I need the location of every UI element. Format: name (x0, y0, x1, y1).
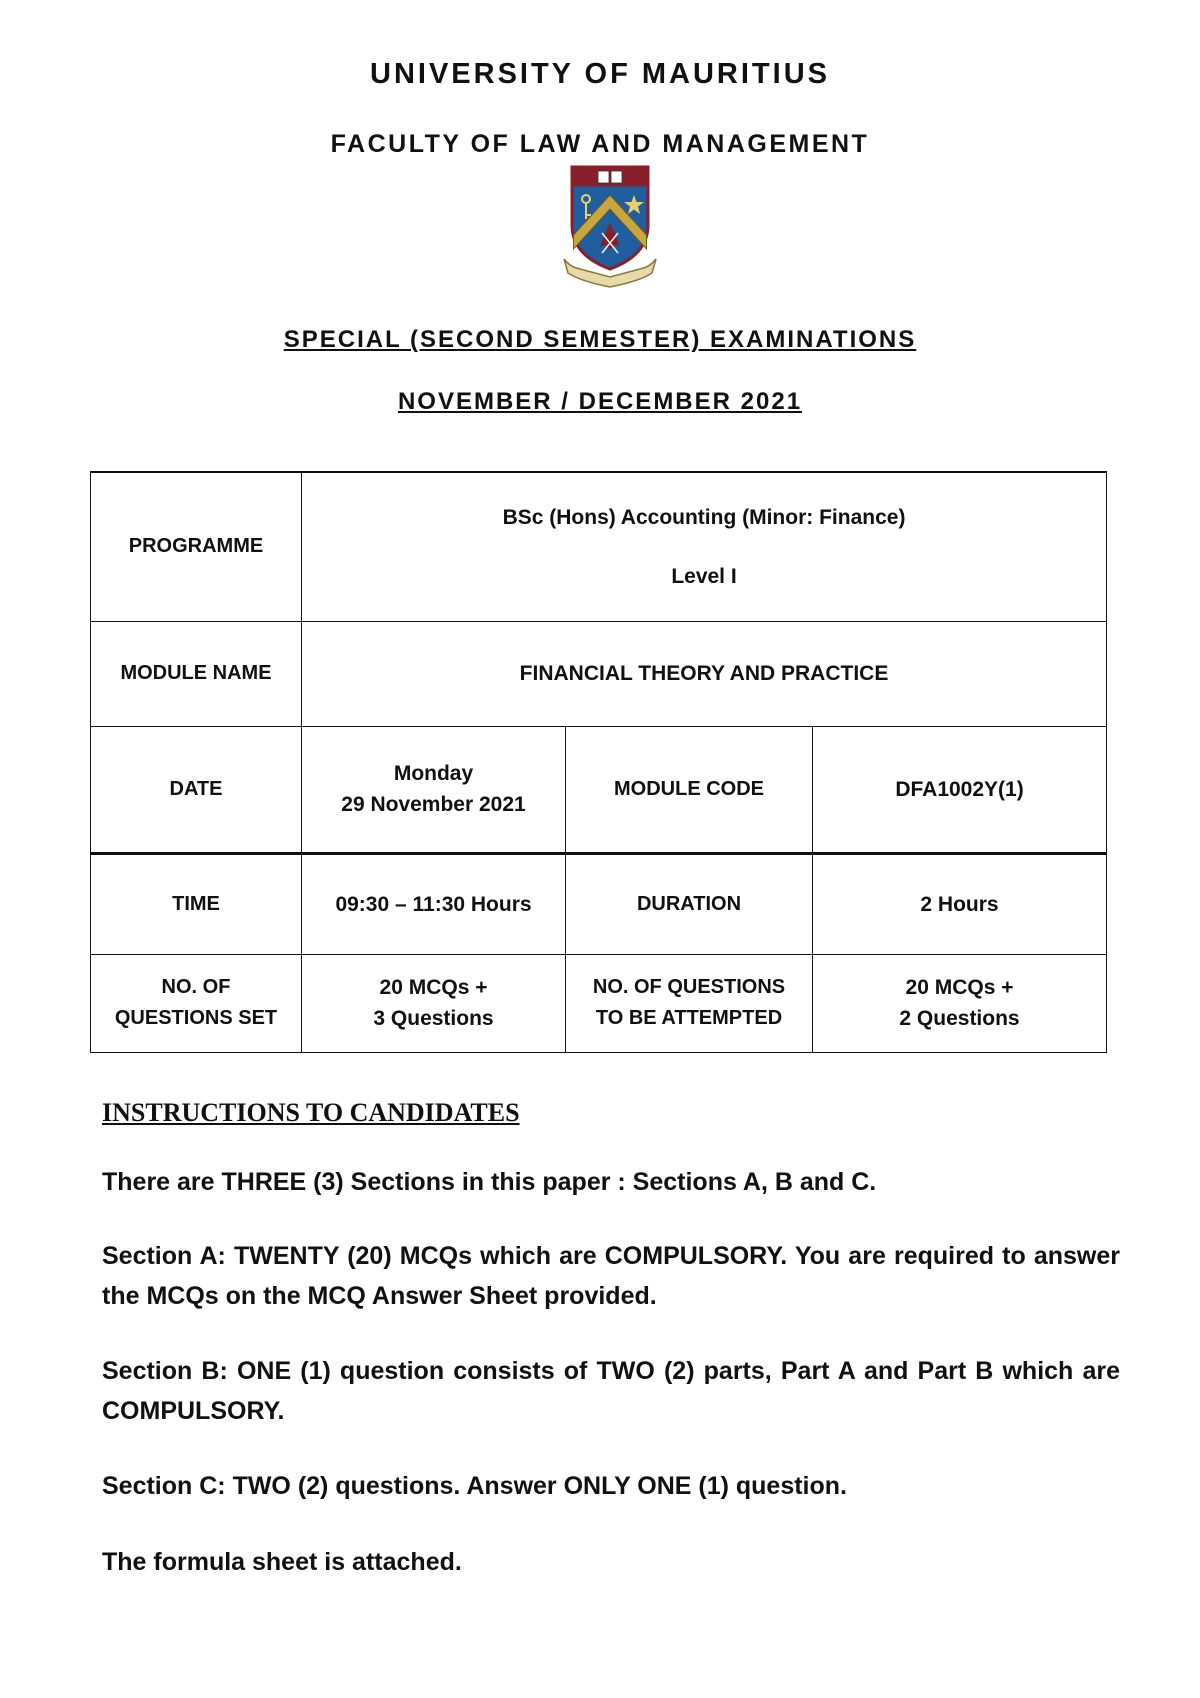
questions-set-value (302, 954, 566, 1052)
date-day: Monday (393, 762, 474, 785)
instruction-section-b: Section B: ONE (1) question consists of TWO (2) parts, Part A and Part B which are COMPULSORY. (102, 1357, 1120, 1425)
instruction-formula-sheet: The formula sheet is attached. (102, 1548, 462, 1576)
date-row (91, 726, 1107, 853)
exam-title: SPECIAL (SECOND SEMESTER) EXAMINATIONS (283, 326, 917, 353)
faculty-name: FACULTY OF LAW AND MANAGEMENT (330, 130, 870, 158)
questions-set-label-line-1: NO. OF (161, 976, 231, 998)
date-value: 29 November 2021 (341, 793, 526, 816)
questions-attempt-value-line-2: 2 Questions (899, 1007, 1020, 1030)
date-label: DATE (91, 726, 302, 853)
questions-set-value-line-2: 3 Questions (373, 1007, 494, 1030)
module-name-label: MODULE NAME (91, 621, 302, 726)
time-row (91, 853, 1107, 954)
time-value: 09:30 – 11:30 Hours (302, 853, 566, 954)
programme-value: BSc (Hons) Accounting (Minor: Finance) (502, 505, 906, 529)
module-code-value: DFA1002Y(1) (813, 726, 1107, 853)
programme-label: PROGRAMME (91, 472, 302, 621)
questions-attempt-value (813, 954, 1107, 1052)
time-label: TIME (91, 853, 302, 954)
module-code-label: MODULE CODE (566, 726, 813, 853)
university-crest-icon (560, 163, 660, 293)
module-name-row (91, 621, 1107, 726)
questions-attempt-label-line-1: NO. OF QUESTIONS (592, 976, 786, 998)
questions-attempt-label (566, 954, 813, 1052)
instruction-section-c: Section C: TWO (2) questions. Answer ONLY ONE (1) question. (102, 1472, 847, 1500)
questions-attempt-value-line-1: 20 MCQs + (905, 976, 1014, 999)
level-value: Level I (671, 564, 737, 588)
module-name-value: FINANCIAL THEORY AND PRACTICE (302, 621, 1107, 726)
questions-attempt-label-line-2: TO BE ATTEMPTED (595, 1007, 783, 1029)
questions-set-value-line-1: 20 MCQs + (379, 976, 488, 999)
questions-set-label-line-2: QUESTIONS SET (114, 1007, 278, 1029)
instruction-section-a: Section A: TWENTY (20) MCQs which are COMPULSORY. You are required to answer the MCQs on the MCQ Answer Sheet provided. (102, 1242, 1120, 1310)
instruction-sections: There are THREE (3) Sections in this paper : Sections A, B and C. (102, 1168, 877, 1196)
date-value-cell (302, 726, 566, 853)
programme-value-cell (302, 472, 1107, 621)
questions-set-label (91, 954, 302, 1052)
exam-period: NOVEMBER / DECEMBER 2021 (397, 388, 803, 415)
university-name: UNIVERSITY OF MAURITIUS (370, 58, 830, 90)
instructions-title: INSTRUCTIONS TO CANDIDATES (102, 1098, 520, 1127)
duration-label: DURATION (566, 853, 813, 954)
exam-details-table (90, 471, 1107, 1053)
programme-row (91, 472, 1107, 621)
duration-value: 2 Hours (813, 853, 1107, 954)
questions-row (91, 954, 1107, 1052)
